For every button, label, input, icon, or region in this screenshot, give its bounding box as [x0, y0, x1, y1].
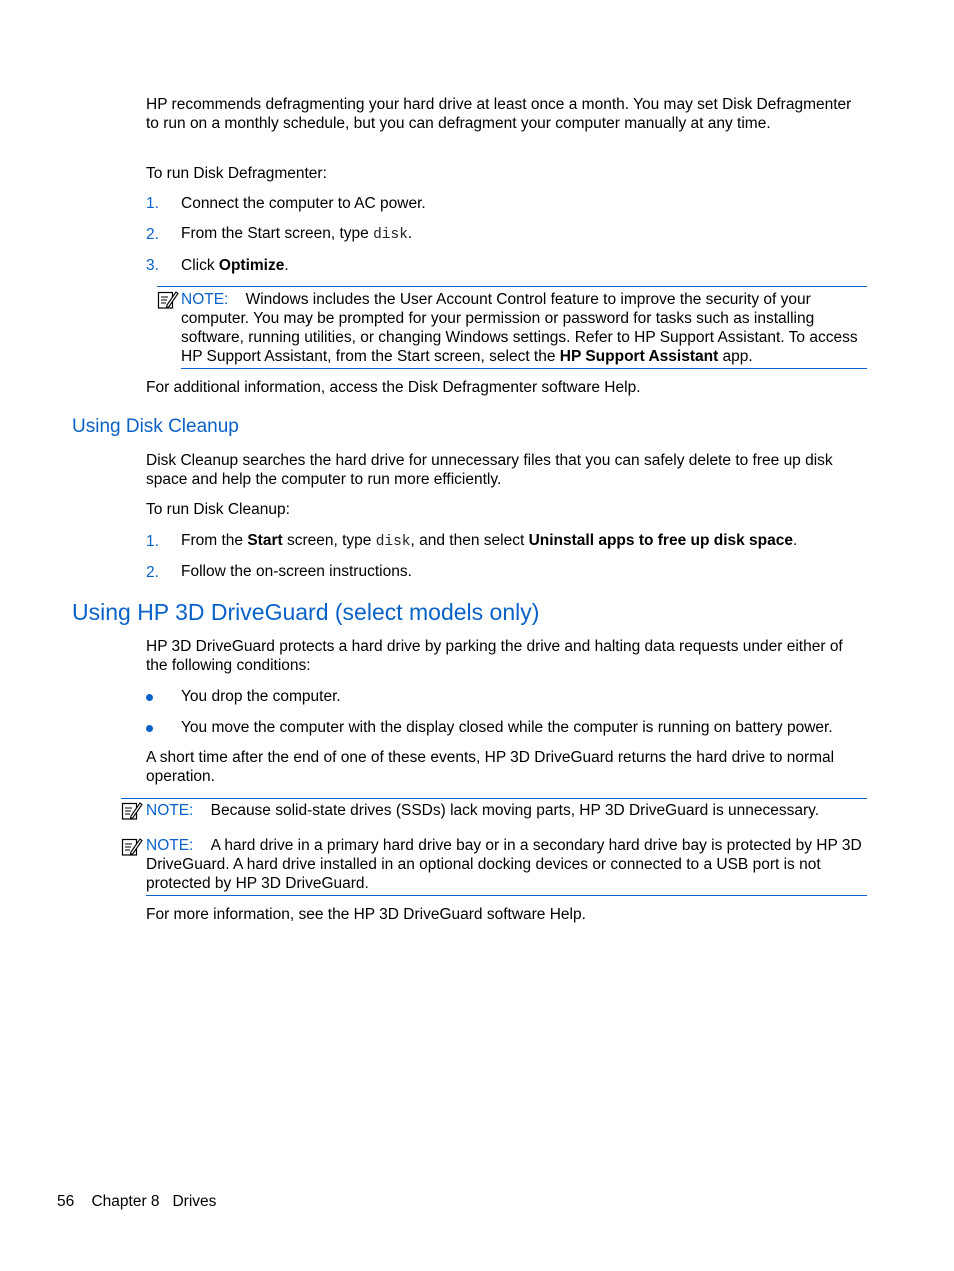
step-text [181, 531, 871, 552]
chapter-label: Chapter 8 [91, 1193, 160, 1210]
uninstall-apps-label: Uninstall apps to free up disk space [528, 532, 794, 549]
optimize-label: Optimize [218, 257, 285, 274]
bullet-text: You drop the computer. [181, 688, 341, 705]
note-icon [121, 837, 143, 857]
step-number: 3. [146, 257, 159, 274]
intro-paragraph: HP recommends defragmenting your hard drive at least once a month. You may set Disk Defragmenter to run on a monthly schedule, but you can defragment your computer manually at any time. [146, 96, 852, 132]
step-number: 2. [146, 226, 159, 243]
driveguard-help-paragraph: For more information, see the HP 3D DriveGuard software Help. [146, 906, 586, 923]
step-number: 1. [146, 195, 159, 212]
bullet-dot [146, 694, 153, 701]
note-icon [157, 290, 179, 310]
bullet-dot [146, 725, 153, 732]
bullet-text: You move the computer with the display closed while the computer is running on battery power. [181, 719, 833, 736]
section-heading-disk-cleanup: Using Disk Cleanup [72, 416, 239, 437]
note-label: NOTE: [146, 802, 194, 819]
step-text [181, 256, 871, 275]
note-rule-bottom [146, 895, 867, 896]
step-text-part: , and then select [410, 532, 529, 549]
page-footer [57, 1192, 216, 1211]
note-icon [121, 801, 143, 821]
defrag-help-paragraph: For additional information, access the Disk Defragmenter software Help. [146, 379, 641, 396]
step-text-part: . [793, 532, 798, 549]
intro-run-label: To run Disk Defragmenter: [146, 165, 327, 182]
code-disk: disk [375, 534, 411, 550]
note-label: NOTE: [146, 837, 194, 854]
driveguard-paragraph: HP 3D DriveGuard protects a hard drive by parking the drive and halting data requests under either of the following conditions: [146, 638, 843, 674]
step-text [181, 224, 871, 245]
step-number: 1. [146, 533, 159, 550]
driveguard-return-paragraph: A short time after the end of one of these events, HP 3D DriveGuard returns the hard drive to normal operation. [146, 749, 835, 785]
note-label: NOTE: [181, 291, 229, 308]
step-text: Follow the on-screen instructions. [181, 563, 412, 580]
note-rule-top [157, 286, 867, 287]
step-text-part: . [407, 225, 413, 242]
step-text-part: Click [181, 257, 219, 274]
section-heading-driveguard: Using HP 3D DriveGuard (select models only) [72, 599, 540, 625]
note-rule-top [121, 798, 867, 799]
note-body [181, 290, 869, 366]
step-text-part: From the [181, 532, 248, 549]
cleanup-paragraph: Disk Cleanup searches the hard drive for unnecessary files that you can safely delete to free up disk space and help the computer to run more efficiently. [146, 452, 833, 488]
step-text-part: screen, type [282, 532, 376, 549]
note-text: Because solid-state drives (SSDs) lack moving parts, HP 3D DriveGuard is unnecessary. [210, 802, 820, 819]
cleanup-run-label: To run Disk Cleanup: [146, 501, 290, 518]
step-text-part: . [284, 257, 289, 274]
hp-support-assistant-label: HP Support Assistant [559, 348, 719, 365]
step-text: Connect the computer to AC power. [181, 195, 426, 212]
note-text: Windows includes the User Account Control feature to improve the security of your computer. You may be prompted for your permission or password for tasks such as installing software, running utilities, or changing Windows settings. Refer to HP Support Assistant. To access HP Support Assistant, from the Start screen, select the [181, 291, 858, 365]
code-disk: disk [373, 227, 408, 243]
start-label: Start [247, 532, 283, 549]
note-text: A hard drive in a primary hard drive bay or in a secondary hard drive bay is protected by HP 3D DriveGuard. A hard drive installed in an optional docking devices or connected to a USB port is not protected by HP 3D DriveGuard. [146, 837, 862, 892]
note-body [146, 836, 868, 893]
page-number: 56 [57, 1193, 75, 1210]
step-text-part: From the Start screen, type [181, 225, 374, 242]
chapter-title: Drives [172, 1193, 217, 1210]
note-body [146, 801, 868, 820]
note-text-end: app. [718, 348, 753, 365]
step-number: 2. [146, 564, 159, 581]
note-rule-bottom [181, 368, 867, 369]
